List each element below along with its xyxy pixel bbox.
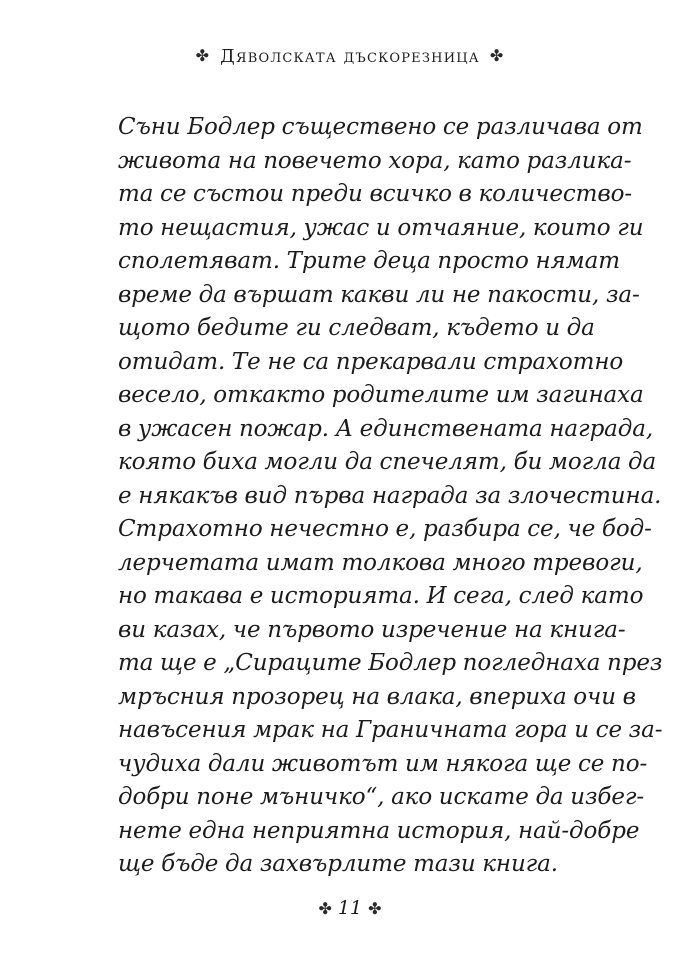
text-line: та ще е „Сираците Бодлер погледнаха през [118, 650, 663, 676]
running-header [0, 46, 700, 67]
text-line: в ужасен пожар. А единствената награда, [118, 415, 654, 442]
page-number: 11 [337, 897, 363, 919]
footer-ornament-left-icon: ✤ [318, 899, 332, 918]
text-line: Съни Бодлер съществено се различава от [118, 114, 643, 140]
text-line: весело, откакто родителите им загинаха [118, 382, 644, 408]
footer-ornament-right-icon: ✤ [368, 899, 382, 918]
text-line: то нещастия, ужас и отчаяние, които ги [118, 214, 644, 241]
page-footer [0, 897, 700, 919]
header-ornament-right-icon: ✤ [489, 46, 505, 65]
text-line: но такава е историята. И сега, след като [118, 583, 644, 609]
text-line: та се състои преди всичко в количество- [118, 181, 633, 207]
book-title: Дяволската дъскорезница [220, 46, 480, 67]
text-line: щото бедите ги следват, където и да [118, 315, 595, 341]
text-line: мръсния прозорец на влака, впериха очи в [118, 683, 636, 710]
text-line: чудиха дали животът им някога ще се по- [118, 750, 648, 777]
text-line: Страхотно нечестно е, разбира се, че бод- [118, 516, 652, 542]
text-line: отидат. Те не са прекарвали страхотно [118, 348, 624, 375]
text-line: нете една неприятна история, най-добре [118, 817, 640, 844]
text-line: лерчетата имат толкова много тревоги, [118, 549, 643, 576]
text-line: ще бъде да захвърлите тази книга. [118, 851, 559, 877]
text-line: ви казах, че първото изречение на книга- [118, 616, 626, 643]
text-line: е някакъв вид първа награда за злочестина. [118, 482, 662, 509]
text-line: живота на повечето хора, като разлика- [118, 147, 632, 174]
body-text [118, 111, 663, 882]
text-line: сполетяват. Трите деца просто нямат [118, 248, 620, 274]
text-line: добри поне мъничко“, ако искате да избег- [118, 784, 645, 810]
text-line: навъсения мрак на Граничната гора и се за- [118, 717, 663, 743]
text-line: която биха могли да спечелят, би могла да [118, 449, 657, 475]
text-line: време да вършат какви ли не пакости, за- [118, 281, 640, 308]
header-ornament-left-icon: ✤ [195, 46, 211, 65]
